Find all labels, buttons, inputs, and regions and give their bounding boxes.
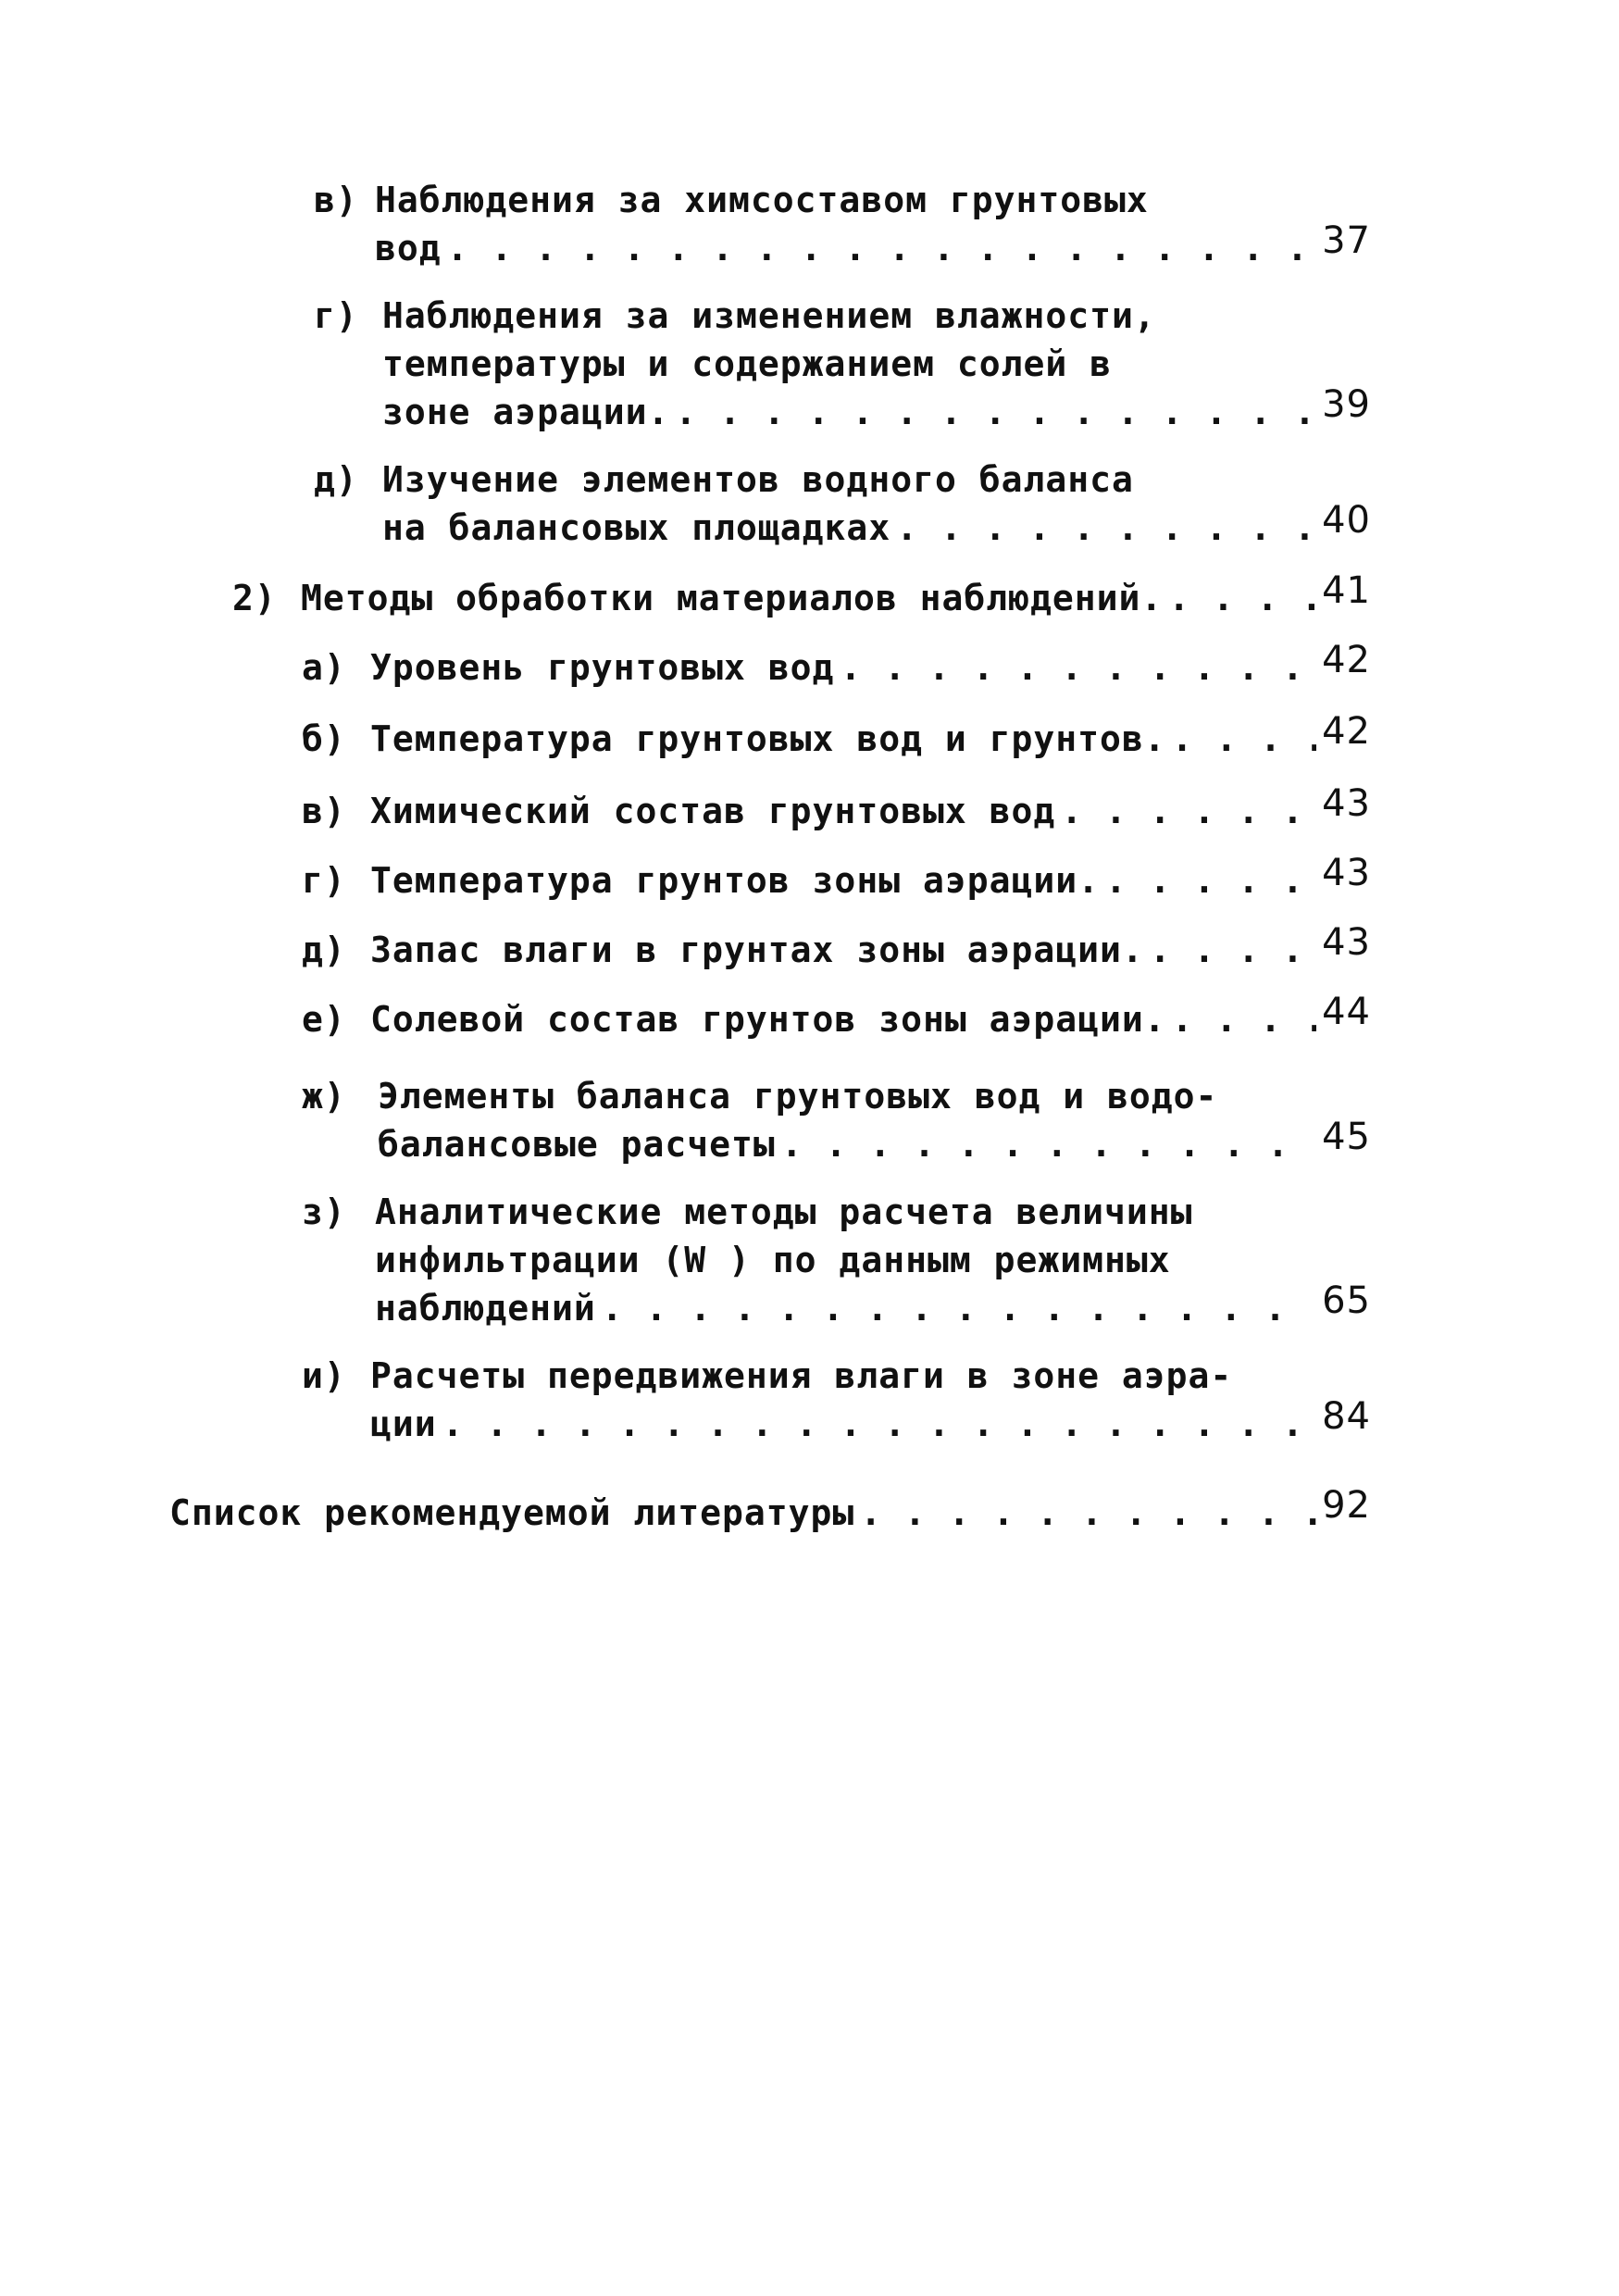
- toc-entry-text-line: Аналитические методы расчета величины: [375, 1192, 1193, 1232]
- toc-entry-text: Методы обработки материалов наблюдений.: [301, 578, 1164, 618]
- toc-entry-last-line: [375, 219, 1371, 272]
- toc-entry-last-line: [378, 1116, 1371, 1168]
- dot-leader: [840, 643, 1316, 692]
- toc-entry-last-line: [370, 991, 1371, 1043]
- toc-page-number: 41: [1322, 569, 1371, 612]
- toc-entry-text-line: Наблюдения за химсоставом грунтовых: [375, 180, 1149, 220]
- toc-entry-text-line: температуры и содержанием солей в: [382, 343, 1112, 384]
- toc-entry-last-line: [375, 1279, 1371, 1332]
- toc-entry-marker: г): [314, 295, 358, 336]
- toc-section-entry: [232, 569, 1371, 622]
- toc-entry-marker: 2): [232, 578, 277, 618]
- toc-entry-marker: е): [302, 999, 346, 1040]
- toc-page-number: 92: [1322, 1484, 1371, 1527]
- toc-entry-last-line: [370, 710, 1371, 763]
- toc-entry-text: Уровень грунтовых вод: [370, 647, 835, 688]
- toc-entry-text: ции: [370, 1404, 437, 1444]
- toc-page-number: 43: [1322, 852, 1371, 894]
- dot-leader: [447, 224, 1316, 272]
- dot-leader: [442, 1400, 1316, 1448]
- toc-entry-text-line: Расчеты передвижения влаги в зоне аэра-: [370, 1355, 1233, 1396]
- toc-entry: [302, 782, 1371, 835]
- dot-leader: [781, 1120, 1316, 1168]
- toc-entry-last-line: [169, 1484, 1371, 1537]
- toc-entry: [314, 292, 1371, 436]
- toc-entry-last-line: [382, 499, 1371, 552]
- toc-entry-marker: д): [314, 459, 358, 500]
- toc-entry-marker: и): [302, 1355, 346, 1396]
- toc-page-number: 37: [1322, 219, 1371, 262]
- toc-entry-text: Температура грунтовых вод и грунтов.: [370, 718, 1166, 759]
- dot-leader: [1168, 574, 1316, 622]
- toc-page-number: 39: [1322, 383, 1371, 426]
- toc-entry: [302, 852, 1371, 905]
- toc-entry-last-line: [370, 639, 1371, 692]
- toc-entry: [302, 991, 1371, 1043]
- toc-page-number: 84: [1322, 1395, 1371, 1438]
- toc-entry-text-line: Элементы баланса грунтовых вод и водо-: [378, 1076, 1218, 1117]
- toc-page-number: 43: [1322, 921, 1371, 964]
- dot-leader: [1172, 715, 1316, 763]
- dot-leader: [860, 1489, 1316, 1537]
- dot-leader: [1172, 995, 1316, 1043]
- toc-entry-marker: а): [302, 647, 346, 688]
- dot-leader: [1150, 926, 1316, 974]
- toc-entry-marker: з): [302, 1192, 346, 1232]
- toc-entry: [302, 639, 1371, 692]
- toc-entry: [302, 1352, 1371, 1448]
- toc-entry-text: Солевой состав грунтов зоны аэрации.: [370, 999, 1166, 1040]
- toc-entry-last-line: [370, 782, 1371, 835]
- dot-leader: [1061, 787, 1316, 835]
- toc-entry-marker: б): [302, 718, 346, 759]
- toc-page-number: 42: [1322, 639, 1371, 681]
- toc-entry-text-line: инфильтрации (W ) по данным режимных: [375, 1240, 1171, 1280]
- toc-entry: [302, 710, 1371, 763]
- dot-leader: [896, 504, 1316, 552]
- toc-entry-text: балансовые расчеты: [378, 1124, 776, 1165]
- toc-entry: [302, 921, 1371, 974]
- toc-entry-last-line: [382, 383, 1371, 436]
- toc-entry-text: зоне аэрации.: [382, 392, 670, 432]
- toc-entry-marker: в): [302, 791, 346, 831]
- dot-leader: [602, 1284, 1316, 1332]
- toc-entry-text: Температура грунтов зоны аэрации.: [370, 860, 1100, 901]
- toc-entry-last-line: [370, 921, 1371, 974]
- toc-entry-marker: в): [314, 180, 358, 220]
- toc-entry-text: Запас влаги в грунтах зоны аэрации.: [370, 930, 1144, 970]
- toc-entry: [302, 1188, 1371, 1332]
- toc-entry-marker: ж): [302, 1076, 346, 1117]
- toc-entry-marker: г): [302, 860, 346, 901]
- toc-page-number: 42: [1322, 710, 1371, 753]
- dot-leader: [675, 388, 1316, 436]
- toc-entry-last-line: [370, 1395, 1371, 1448]
- toc-page-number: 40: [1322, 499, 1371, 542]
- toc-page-number: 44: [1322, 991, 1371, 1033]
- dot-leader: [1105, 856, 1316, 905]
- toc-entry: [302, 1072, 1371, 1168]
- toc-entry-text: наблюдений: [375, 1288, 596, 1329]
- toc-entry-text-line: Наблюдения за изменением влажности,: [382, 295, 1156, 336]
- toc-entry: [314, 176, 1371, 272]
- toc-bibliography-entry: [169, 1484, 1371, 1537]
- toc-entry-text: Список рекомендуемой литературы: [169, 1492, 855, 1533]
- toc-page-number: 65: [1322, 1279, 1371, 1322]
- toc-entry-marker: д): [302, 930, 346, 970]
- toc-entry-text: Химический состав грунтовых вод: [370, 791, 1056, 831]
- toc-page-number: 43: [1322, 782, 1371, 825]
- toc-entry-text: вод: [375, 228, 442, 268]
- toc-entry-last-line: [370, 852, 1371, 905]
- toc-entry: [314, 455, 1371, 552]
- toc-entry-text-line: Изучение элементов водного баланса: [382, 459, 1134, 500]
- toc-page-number: 45: [1322, 1116, 1371, 1158]
- toc-entry-text: на балансовых площадках: [382, 507, 891, 548]
- toc-entry-last-line: [301, 569, 1371, 622]
